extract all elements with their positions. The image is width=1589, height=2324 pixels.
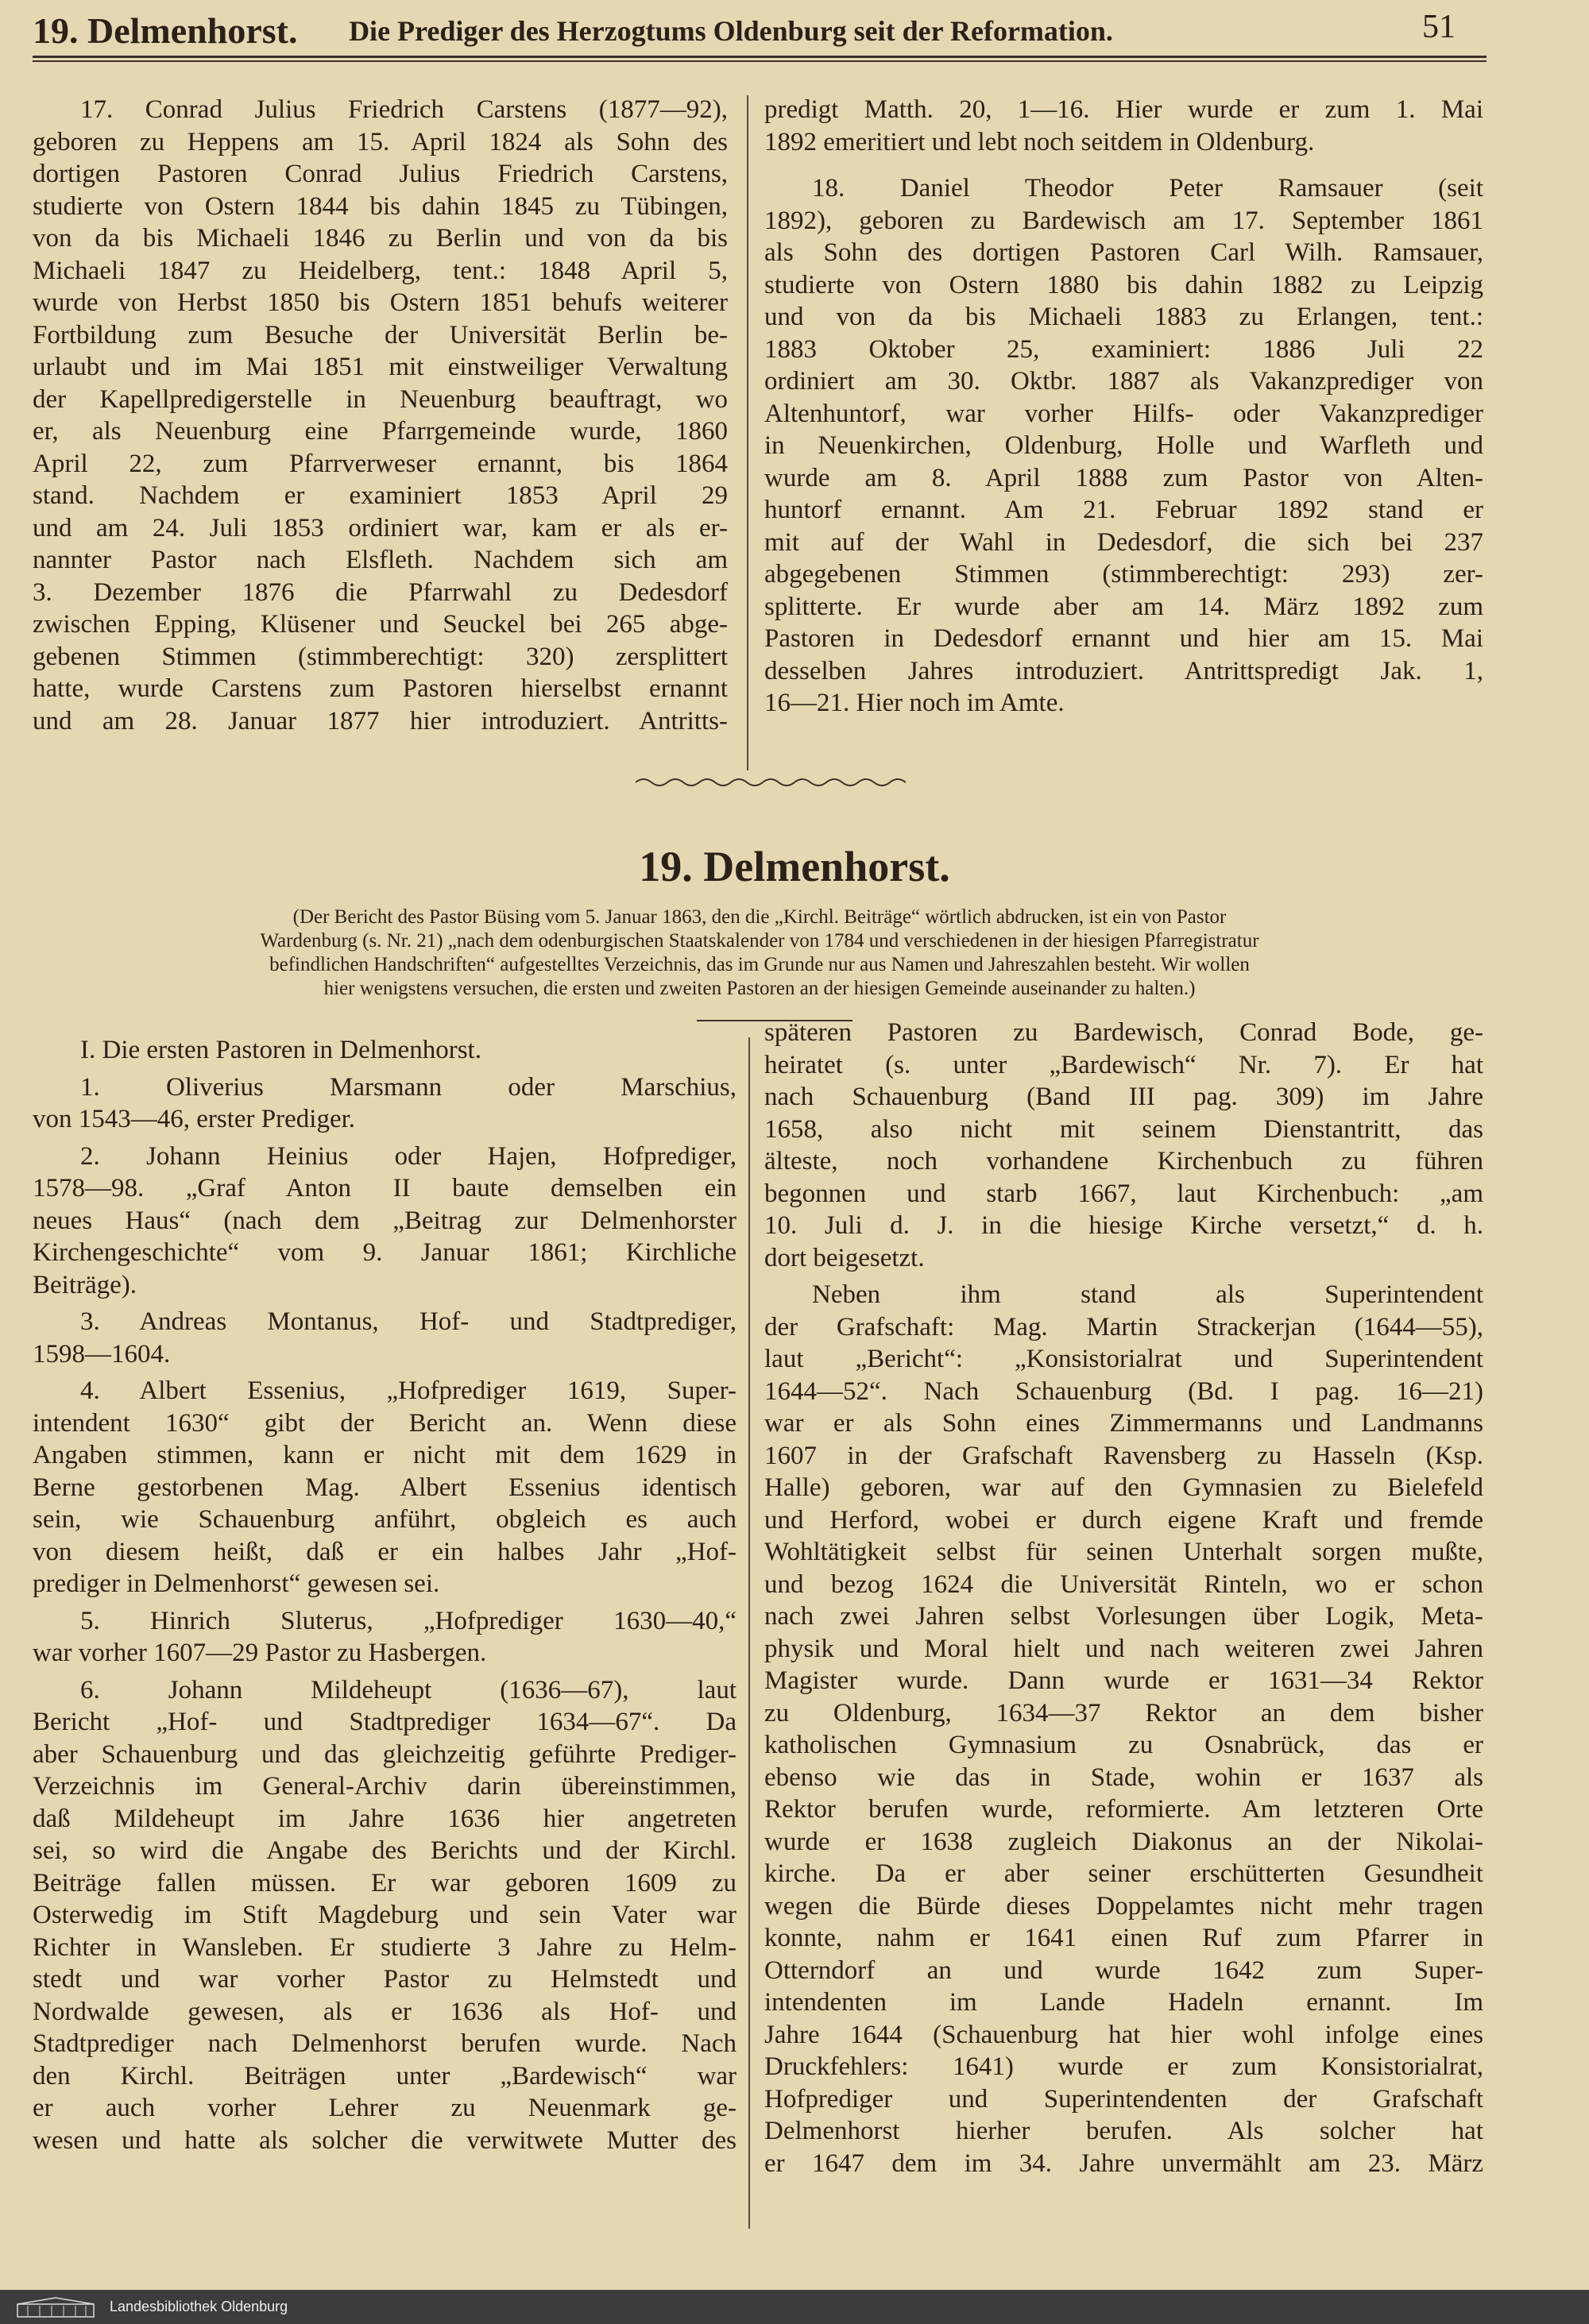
paragraph bbox=[33, 1375, 737, 1600]
text-line: studierte von Ostern 1844 bis dahin 1845 zu Tübingen, bbox=[33, 191, 728, 221]
library-name: Landesbibliothek Oldenburg bbox=[110, 2299, 288, 2314]
running-head-section: 19. Delmenhorst. bbox=[33, 10, 298, 51]
text-line: wurde am 8. April 1888 zum Pastor von Alten- bbox=[764, 463, 1483, 492]
text-line: zwischen Epping, Klüsener und Seuckel bei 265 abge- bbox=[33, 610, 728, 639]
text-line: Jahre 1644 (Schauenburg hat hier wohl infolge eines bbox=[764, 2020, 1483, 2049]
text-line: neues Haus“ (nach dem „Beitrag zur Delmenhorster bbox=[33, 1206, 737, 1235]
text-line: studierte von Ostern 1880 bis dahin 1882 zu Leipzig bbox=[764, 270, 1483, 299]
text-line: und Herford, wobei er durch eigene Kraft und fremde bbox=[764, 1505, 1483, 1535]
text-line: 1598—1604. bbox=[33, 1339, 171, 1369]
text-line: 17. Conrad Julius Friedrich Carstens (1877—92), bbox=[80, 95, 728, 124]
text-line: Bericht „Hof- und Stadtprediger 1634—67“. Da bbox=[33, 1708, 737, 1736]
column-top-right bbox=[764, 94, 1483, 724]
text-line: wesen und hatte als solcher die verwitwete Mutter des bbox=[33, 2125, 737, 2155]
text-line: geboren zu Heppens am 15. April 1824 als Sohn des bbox=[33, 127, 728, 156]
text-line: nannter Pastor nach Elsfleth. Nachdem sich am bbox=[33, 546, 728, 574]
text-line: Angaben stimmen, kann er nicht mit dem 1629 in bbox=[33, 1441, 737, 1469]
paragraph bbox=[764, 94, 1483, 158]
text-line: prediger in Delmenhorst“ gewesen sei. bbox=[33, 1569, 440, 1598]
text-line: stand. Nachdem er examiniert 1853 April 29 bbox=[33, 481, 728, 510]
text-line: er, als Neuenburg eine Pfarrgemeinde wurde, 1860 bbox=[33, 417, 728, 446]
text-line: laut „Bericht“: „Konsistorialrat und Superintendent bbox=[764, 1345, 1483, 1373]
paragraph bbox=[33, 1071, 737, 1136]
text-line: Wohltätigkeit selbst für seinen Unterhalt sorgen mußte, bbox=[764, 1538, 1483, 1566]
text-line: intendenten im Lande Hadeln ernannt. Im bbox=[764, 1988, 1483, 2017]
paragraph bbox=[33, 1141, 737, 1302]
text-line: Rektor berufen wurde, reformierte. Am letzteren Orte bbox=[764, 1795, 1483, 1824]
text-line: Neben ihm stand als Superintendent bbox=[812, 1280, 1483, 1309]
text-line: Magister wurde. Dann wurde er 1631—34 Rektor bbox=[764, 1666, 1483, 1695]
text-line: Druckfehlers: 1641) wurde er zum Konsistorialrat, bbox=[764, 2052, 1483, 2081]
text-line: wegen die Bürde dieses Doppelamtes nicht mehr tragen bbox=[764, 1891, 1483, 1921]
paragraph bbox=[33, 1306, 737, 1370]
text-line: konnte, nahm er 1641 einen Ruf zum Pfarrer in bbox=[764, 1924, 1483, 1952]
text-line: 5. Hinrich Sluterus, „Hofprediger 1630—40,“ bbox=[80, 1606, 737, 1635]
text-line: mit auf der Wahl in Dedesdorf, die sich bei 237 bbox=[764, 527, 1483, 557]
column-divider bbox=[747, 95, 748, 770]
text-line: 10. Juli d. J. in die hiesige Kirche versetzt,“ d. h. bbox=[764, 1211, 1483, 1240]
text-line: späteren Pastoren zu Bardewisch, Conrad Bode, ge- bbox=[764, 1018, 1483, 1047]
text-line: 1892 emeritiert und lebt noch seitdem in Oldenburg. bbox=[764, 127, 1315, 156]
text-line: physik und Moral hielt und nach weiteren zwei Jahren bbox=[764, 1634, 1483, 1663]
text-line: Beiträge fallen müssen. Er war geboren 1609 zu bbox=[33, 1868, 737, 1897]
text-line: sei, so wird die Angabe des Berichts und der Kirchl. bbox=[33, 1836, 737, 1865]
text-line: der Grafschaft: Mag. Martin Strackerjan (1644—55), bbox=[764, 1312, 1483, 1342]
text-line: predigt Matth. 20, 1—16. Hier wurde er zum 1. Mai bbox=[764, 95, 1483, 124]
paragraph bbox=[33, 1605, 737, 1670]
text-line: April 22, zum Pfarrverweser ernannt, bis 1864 bbox=[33, 449, 728, 478]
text-line: aber Schauenburg und das gleichzeitig geführte Prediger- bbox=[33, 1739, 737, 1769]
text-line: 4. Albert Essenius, „Hofprediger 1619, Super- bbox=[80, 1376, 737, 1405]
library-building-icon bbox=[16, 2296, 95, 2318]
text-line: 3. Andreas Montanus, Hof- und Stadtprediger, bbox=[80, 1307, 737, 1336]
text-line: er 1647 dem im 34. Jahre unvermählt am 23. März bbox=[764, 2148, 1483, 2178]
text-line: katholischen Gymnasium zu Osnabrück, das er bbox=[764, 1731, 1483, 1759]
text-line: Otterndorf an und wurde 1642 zum Super- bbox=[764, 1955, 1483, 1985]
header-rule bbox=[33, 56, 1487, 62]
text-line: sein, wie Schauenburg anführt, obgleich es auch bbox=[33, 1505, 737, 1534]
text-line: als Sohn des dortigen Pastoren Carl Wilh. Ramsauer, bbox=[764, 238, 1483, 267]
text-line: älteste, noch vorhandene Kirchenbuch zu führen bbox=[764, 1147, 1483, 1176]
text-line: I. Die ersten Pastoren in Delmenhorst. bbox=[80, 1036, 481, 1064]
text-line: 1. Oliverius Marsmann oder Marschius, bbox=[80, 1072, 737, 1102]
paragraph bbox=[764, 172, 1483, 720]
text-line: von da bis Michaeli 1846 zu Berlin und von da bis bbox=[33, 224, 728, 253]
text-line: 16—21. Hier noch im Amte. bbox=[764, 689, 1065, 717]
text-line: urlaubt und im Mai 1851 mit einstweiliger Verwaltung bbox=[33, 353, 728, 381]
text-line: den Kirchl. Beiträgen unter „Bardewisch“ war bbox=[33, 2061, 737, 2090]
text-line: intendent 1630“ gibt der Bericht an. Wenn diese bbox=[33, 1408, 737, 1438]
text-line: war er als Sohn eines Zimmermanns und Landmanns bbox=[764, 1409, 1483, 1438]
text-line: dortigen Pastoren Conrad Julius Friedrich Carstens, bbox=[33, 160, 728, 188]
wavy-divider bbox=[636, 774, 906, 790]
text-line: heiratet (s. unter „Bardewisch“ Nr. 7). Er hat bbox=[764, 1050, 1483, 1079]
text-line: in Neuenkirchen, Oldenburg, Holle und Warfleth und bbox=[764, 431, 1483, 460]
text-line: desselben Jahres introduziert. Antrittspredigt Jak. 1, bbox=[764, 656, 1483, 685]
text-line: Fortbildung zum Besuche der Universität Berlin be- bbox=[33, 320, 728, 349]
text-line: daß Mildeheupt im Jahre 1636 hier angetreten bbox=[33, 1804, 737, 1833]
text-line: Verzeichnis im General-Archiv darin übereinstimmen, bbox=[33, 1772, 737, 1801]
text-line: Altenhuntorf, war vorher Hilfs- oder Vakanzprediger bbox=[764, 399, 1483, 428]
text-line: Stadtprediger nach Delmenhorst berufen wurde. Nach bbox=[33, 2029, 737, 2058]
text-line: Nordwalde gewesen, als er 1636 als Hof- und bbox=[33, 1997, 737, 2026]
text-line: Pastoren in Dedesdorf ernannt und hier am 15. Mai bbox=[764, 624, 1483, 653]
text-line: abgegebenen Stimmen (stimmberechtigt: 293) zer- bbox=[764, 560, 1483, 589]
text-line: Beiträge). bbox=[33, 1270, 137, 1299]
text-line: 1658, also nicht mit seinem Dienstantritt, das bbox=[764, 1114, 1483, 1144]
text-line: 1607 in der Grafschaft Ravensberg zu Hasseln (Ksp. bbox=[764, 1441, 1483, 1470]
text-line: 2. Johann Heinius oder Hajen, Hofprediger, bbox=[80, 1141, 737, 1171]
running-head-title: Die Prediger des Herzogtums Oldenburg seit der Reformation. bbox=[349, 15, 1113, 47]
text-line: splitterte. Er wurde aber am 14. März 1892 zum bbox=[764, 592, 1483, 621]
text-line: dort beigesetzt. bbox=[764, 1243, 925, 1272]
intro-line: Wardenburg (s. Nr. 21) „nach dem odenburgischen Staatskalender von 1784 und verschiedenen in der hiesigen Pfarregistratur bbox=[260, 930, 1259, 952]
footer-bar bbox=[0, 2290, 1589, 2324]
text-line: begonnen und starb 1667, laut Kirchenbuch: „am bbox=[764, 1179, 1483, 1208]
paragraph bbox=[764, 1017, 1483, 1274]
text-line: Richter in Wansleben. Er studierte 3 Jahre zu Helm- bbox=[33, 1932, 737, 1962]
text-line: von 1543—46, erster Prediger. bbox=[33, 1105, 356, 1133]
text-line: gebenen Stimmen (stimmberechtigt: 320) zersplittert bbox=[33, 642, 728, 671]
text-line: 1892), geboren zu Bardewisch am 17. September 1861 bbox=[764, 206, 1483, 235]
text-line: stedt und war vorher Pastor zu Helmstedt und bbox=[33, 1965, 737, 1994]
text-line: 1578—98. „Graf Anton II baute demselben ein bbox=[33, 1174, 737, 1203]
text-line: kirche. Da er aber seiner erschütterten Gesundheit bbox=[764, 1859, 1483, 1888]
text-line: von diesem heißt, daß er ein halbes Jahr „Hof- bbox=[33, 1537, 737, 1566]
column-bottom-right bbox=[764, 1017, 1483, 2184]
text-line: und bezog 1624 die Universität Rinteln, wo er schon bbox=[764, 1569, 1483, 1599]
text-line: 1883 Oktober 25, examiniert: 1886 Juli 22 bbox=[764, 334, 1483, 364]
text-line: er auch vorher Lehrer zu Neuenmark ge- bbox=[33, 2094, 737, 2122]
text-line: nach zwei Jahren selbst Vorlesungen über Logik, Meta- bbox=[764, 1602, 1483, 1631]
text-line: und am 28. Januar 1877 hier introduziert. Antritts- bbox=[33, 706, 728, 735]
intro-note bbox=[33, 905, 1487, 1001]
text-line: der Kapellpredigerstelle in Neuenburg beauftragt, wo bbox=[33, 384, 728, 414]
text-line: und von da bis Michaeli 1883 zu Erlangen, tent.: bbox=[764, 303, 1483, 331]
paragraph bbox=[33, 1674, 737, 2157]
intro-line: hier wenigstens versuchen, die ersten und zweiten Pastoren an der hiesigen Gemeinde auseinander zu halten.) bbox=[323, 978, 1196, 999]
page-number: 51 bbox=[1422, 9, 1456, 45]
text-line: 18. Daniel Theodor Peter Ramsauer (seit bbox=[812, 174, 1483, 203]
intro-line: befindlichen Handschriften“ aufgestelltes Verzeichnis, das im Grunde nur aus Namen und Jahreszahlen besteht. Wir wollen bbox=[269, 954, 1250, 975]
column-top-left bbox=[33, 94, 728, 742]
column-divider bbox=[748, 1037, 750, 2229]
text-line: hatte, wurde Carstens zum Pastoren hierselbst ernannt bbox=[33, 674, 728, 703]
text-line: wurde er 1638 zugleich Diakonus an der Nikolai- bbox=[764, 1827, 1483, 1856]
text-line: Berne gestorbenen Mag. Albert Essenius identisch bbox=[33, 1473, 737, 1502]
paragraph bbox=[33, 1034, 737, 1067]
text-line: ordiniert am 30. Oktbr. 1887 als Vakanzprediger von bbox=[764, 367, 1483, 396]
text-line: Halle) geboren, war auf den Gymnasien zu Bielefeld bbox=[764, 1473, 1483, 1502]
text-line: Kirchengeschichte“ vom 9. Januar 1861; Kirchliche bbox=[33, 1238, 737, 1267]
text-line: 3. Dezember 1876 die Pfarrwahl zu Dedesdorf bbox=[33, 577, 728, 607]
text-line: ebenso wie das in Stade, wohin er 1637 als bbox=[764, 1762, 1483, 1792]
text-line: wurde von Herbst 1850 bis Ostern 1851 behufs weiterer bbox=[33, 288, 728, 317]
section-heading: 19. Delmenhorst. bbox=[639, 843, 950, 890]
text-line: und am 24. Juli 1853 ordiniert war, kam er als er- bbox=[33, 513, 728, 542]
text-line: 1644—52“. Nach Schauenburg (Bd. I pag. 16—21) bbox=[764, 1376, 1483, 1406]
text-line: huntorf ernannt. Am 21. Februar 1892 stand er bbox=[764, 496, 1483, 524]
text-line: Michaeli 1847 zu Heidelberg, tent.: 1848 April 5, bbox=[33, 256, 728, 285]
column-bottom-left bbox=[33, 1034, 737, 2161]
text-line: Hofprediger und Superintendenten der Grafschaft bbox=[764, 2084, 1483, 2114]
paragraph bbox=[764, 1279, 1483, 2179]
text-line: 6. Johann Mildeheupt (1636—67), laut bbox=[80, 1675, 737, 1704]
paragraph bbox=[33, 94, 728, 737]
intro-line: (Der Bericht des Pastor Büsing vom 5. Januar 1863, den die „Kirchl. Beiträge“ wörtlich abdrucken, ist ein von Pastor bbox=[292, 906, 1227, 928]
text-line: Osterwedig im Stift Magdeburg und sein Vater war bbox=[33, 1901, 737, 1929]
text-line: zu Oldenburg, 1634—37 Rektor an dem bisher bbox=[764, 1698, 1483, 1728]
text-line: Delmenhorst hierher berufen. Als solcher hat bbox=[764, 2117, 1483, 2145]
text-line: war vorher 1607—29 Pastor zu Hasbergen. bbox=[33, 1639, 487, 1667]
text-line: nach Schauenburg (Band III pag. 309) im Jahre bbox=[764, 1083, 1483, 1111]
